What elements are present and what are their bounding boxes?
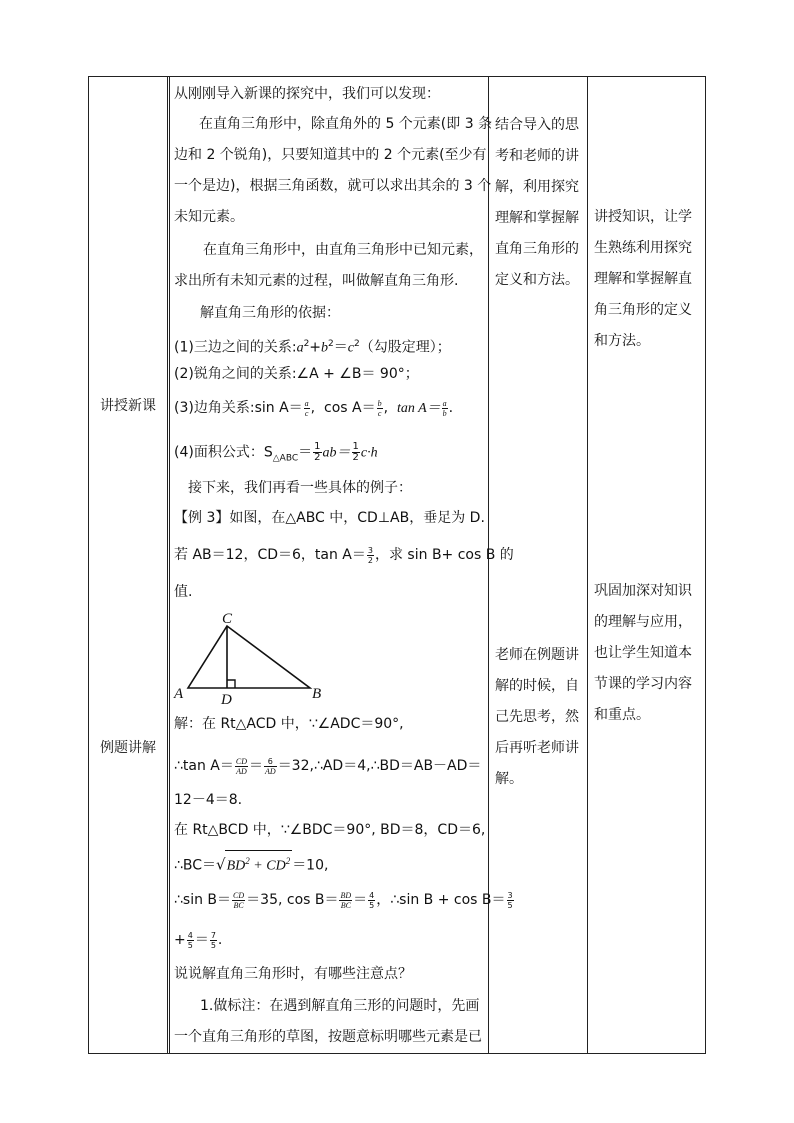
vertex-label-d: D — [221, 692, 232, 708]
denominator: 5 — [369, 900, 375, 910]
basis-label: (3)边角关系: — [174, 400, 255, 416]
note-line: 1.做标注：在遇到解直角三形的问题时，先画 — [200, 998, 480, 1014]
basis-title: 解直角三角形的依据： — [200, 305, 340, 321]
column-divider — [167, 76, 170, 1054]
fraction — [187, 931, 194, 950]
sqrt-icon: √ — [216, 855, 226, 874]
vertex-label-a: A — [174, 686, 184, 702]
column-divider — [587, 76, 588, 1054]
math-term: sin A＝ — [254, 400, 303, 416]
fraction — [232, 891, 245, 910]
fraction — [367, 546, 374, 565]
fraction — [507, 891, 514, 910]
column-line: 后再听老师讲 — [495, 740, 579, 756]
fraction — [304, 399, 310, 418]
column-line: 和方法。 — [594, 333, 650, 349]
column-line: 理解和掌握解 — [495, 210, 579, 226]
design-intent-lesson — [594, 202, 692, 357]
solution-text: ＝35, cos B＝ — [246, 892, 339, 908]
fraction — [368, 891, 375, 910]
column-line: 角三角形的定义 — [594, 302, 692, 318]
vertex-label-c: C — [222, 611, 233, 627]
solution-line: ∴tan A＝ $\frac{CD}{AD}$ ＝ $\frac{6}{AD}$ ＝32,∴AD＝4,∴BD＝AB－AD＝ — [174, 756, 482, 776]
exponent: 2 — [245, 856, 250, 866]
design-intent-example — [594, 576, 692, 731]
exponent: 2 — [328, 339, 334, 349]
math-var: c — [347, 340, 354, 356]
example-text: ，求 sin B+ cos B 的 — [374, 547, 514, 563]
fraction — [442, 399, 448, 418]
exponent: 2 — [303, 339, 310, 349]
math-term: + CD — [249, 858, 286, 874]
solution-text: ＝10, — [292, 857, 329, 874]
numerator: 3 — [507, 890, 513, 900]
exponent: 2 — [285, 856, 291, 866]
paragraph-line: 一个是边)，根据三角函数，就可以求出其余的 3 个 — [174, 178, 492, 194]
paragraph-line: 求出所有未知元素的过程，叫做解直角三角形. — [174, 273, 459, 289]
math-term: cos A＝ — [324, 400, 376, 416]
column-line: 节课的学习内容 — [594, 676, 692, 692]
fraction — [339, 891, 352, 910]
exponent: 2 — [353, 339, 360, 349]
solution-line: ∴sin B＝ $\frac{CD}{BC}$ ＝35, cos B＝ $\frac{BD}{BC}$ ＝ $\frac{4}{5}$ ，∴sin B + cos B＝ $\frac{3}{5}$ — [174, 890, 513, 910]
example-line: 【例 3】如图，在△ABC 中，CD⊥AB，垂足为 D. — [174, 510, 485, 526]
solution-text: ∴BC＝ — [174, 857, 217, 874]
solution-text: ＝ — [194, 932, 209, 948]
example-text: 若 AB＝12，CD＝6，tan A＝ — [174, 547, 366, 563]
denominator: 2 — [352, 452, 359, 463]
math-term: S — [263, 444, 273, 461]
triangle-figure — [170, 604, 330, 708]
column-line: 解。 — [495, 771, 523, 787]
column-line: 讲授知识，让学 — [594, 209, 692, 225]
fraction — [210, 931, 217, 950]
solution-line: 在 Rt△BCD 中，∵∠BDC＝90°, BD＝8，CD＝6, — [174, 822, 486, 838]
paragraph-line: 未知元素。 — [174, 209, 244, 225]
numerator: 6 — [264, 757, 277, 767]
denominator: 5 — [187, 940, 193, 950]
numerator: 1 — [314, 441, 321, 452]
basis-angles: (2)锐角之间的关系:∠A + ∠B＝ 90°； — [174, 366, 419, 382]
column-line: 定义和方法。 — [495, 272, 579, 288]
paragraph-line: 边和 2 个锐角)，只要知道其中的 2 个元素(至少有 — [174, 147, 487, 163]
numerator: b — [377, 398, 382, 408]
denominator: 5 — [507, 900, 513, 910]
math-term: ab＝ — [322, 445, 351, 461]
column-line: 解的时候，自 — [495, 678, 579, 694]
numerator: a — [304, 398, 309, 408]
paragraph-line: 在直角三角形中，除直角外的 5 个元素(即 3 条 — [199, 116, 493, 132]
solution-text: + — [174, 932, 186, 948]
numerator: a — [442, 398, 447, 408]
solution-text: ∴sin B＝ — [174, 892, 232, 908]
solution-line — [174, 850, 328, 877]
column-line: 也让学生知道本 — [594, 645, 692, 661]
fraction — [235, 757, 248, 776]
column-line: 巩固加深对知识 — [594, 583, 692, 599]
row-label-teaching: 讲授新课 — [100, 398, 156, 414]
math-term: tan A＝ — [396, 401, 441, 416]
math-var: b — [321, 340, 329, 356]
denominator: BC — [233, 900, 244, 910]
fraction — [377, 399, 383, 418]
subscript: △ABC — [272, 453, 299, 464]
numerator: 3 — [367, 545, 373, 555]
intro-text: 从刚刚导入新课的探究中，我们可以发现： — [174, 86, 440, 102]
solution-line: 12－4＝8. — [174, 792, 243, 808]
example-line: 值. — [174, 584, 193, 600]
column-line: 考和老师的讲 — [495, 148, 579, 164]
column-line: 解，利用探究 — [495, 179, 579, 195]
math-term: c·h — [360, 445, 378, 461]
column-line: 理解和掌握解直 — [594, 271, 692, 287]
fraction — [264, 757, 277, 776]
denominator: 5 — [210, 940, 216, 950]
solution-text: ∴tan A＝ — [174, 758, 234, 774]
column-line: 己先思考，然 — [495, 709, 579, 725]
column-line: 的理解与应用， — [594, 614, 692, 630]
numerator: CD — [235, 756, 248, 766]
numerator: BD — [340, 890, 352, 900]
column-line: 老师在例题讲 — [495, 647, 579, 663]
sqrt-body — [225, 850, 293, 877]
numerator: 1 — [352, 441, 359, 452]
basis-area: (4)面积公式：$S_{\triangle ABC}=$ $\frac{1}{2}$ ab＝ $\frac{1}{2}$ c·h — [174, 441, 378, 464]
denominator: 2 — [314, 452, 321, 463]
basis-note: （勾股定理）； — [359, 339, 451, 356]
right-angle-mark — [227, 680, 235, 688]
vertex-label-b: B — [312, 686, 322, 702]
numerator: 7 — [210, 930, 216, 940]
denominator: b — [442, 408, 447, 418]
numerator: 4 — [369, 890, 375, 900]
denominator: c — [377, 408, 382, 418]
denominator: 2 — [367, 555, 373, 565]
example-line — [174, 545, 514, 565]
column-line: 直角三角形的 — [495, 241, 579, 257]
numerator: 4 — [187, 930, 193, 940]
solution-line: + $\frac{4}{5}$ ＝ $\frac{7}{5}$ . — [174, 930, 223, 950]
note-line: 一个直角三角形的草图，按题意标明哪些元素是已 — [174, 1029, 482, 1045]
paragraph-line: 在直角三角形中，由直角三角形中已知元素， — [203, 242, 483, 258]
solution-text: ，∴sin B + cos B＝ — [376, 892, 506, 908]
math-var: a — [296, 340, 304, 356]
row-label-examples: 例题讲解 — [100, 740, 156, 756]
denominator: c — [304, 408, 309, 418]
numerator: CD — [233, 890, 245, 900]
basis-label: (4)面积公式： — [174, 444, 264, 461]
basis-trig: (3)边角关系:sin A＝ $\frac{a}{c}$ , cos A＝ $\frac{b}{c}$ , tan A＝ $\frac{a}{b}$ . — [174, 398, 454, 418]
student-activity-example — [495, 640, 579, 795]
column-line: 和重点。 — [594, 707, 650, 723]
column-line: 生熟练利用探究 — [594, 240, 692, 256]
student-activity-lesson — [495, 110, 579, 296]
denominator: AD — [265, 766, 276, 776]
denominator: BC — [340, 900, 351, 910]
notes-question: 说说解直角三角形时，有哪些注意点？ — [174, 966, 412, 982]
denominator: AD — [236, 766, 247, 776]
solution-text: ＝32,∴AD＝4,∴BD＝AB－AD＝ — [277, 758, 482, 774]
triangle-abc — [188, 626, 310, 688]
basis-label: (1)三边之间的关系: — [174, 339, 297, 356]
basis-pythagoras: (1)三边之间的关系$:a^2+b^2=c^2$（勾股定理）； — [174, 339, 451, 356]
math-term: BD — [226, 858, 246, 874]
fraction — [313, 442, 321, 463]
transition-text: 接下来，我们再看一些具体的例子： — [188, 480, 412, 496]
column-line: 结合导入的思 — [495, 117, 579, 133]
fraction — [352, 442, 360, 463]
solution-line: 解：在 Rt△ACD 中，∵∠ADC＝90°, — [174, 716, 404, 732]
